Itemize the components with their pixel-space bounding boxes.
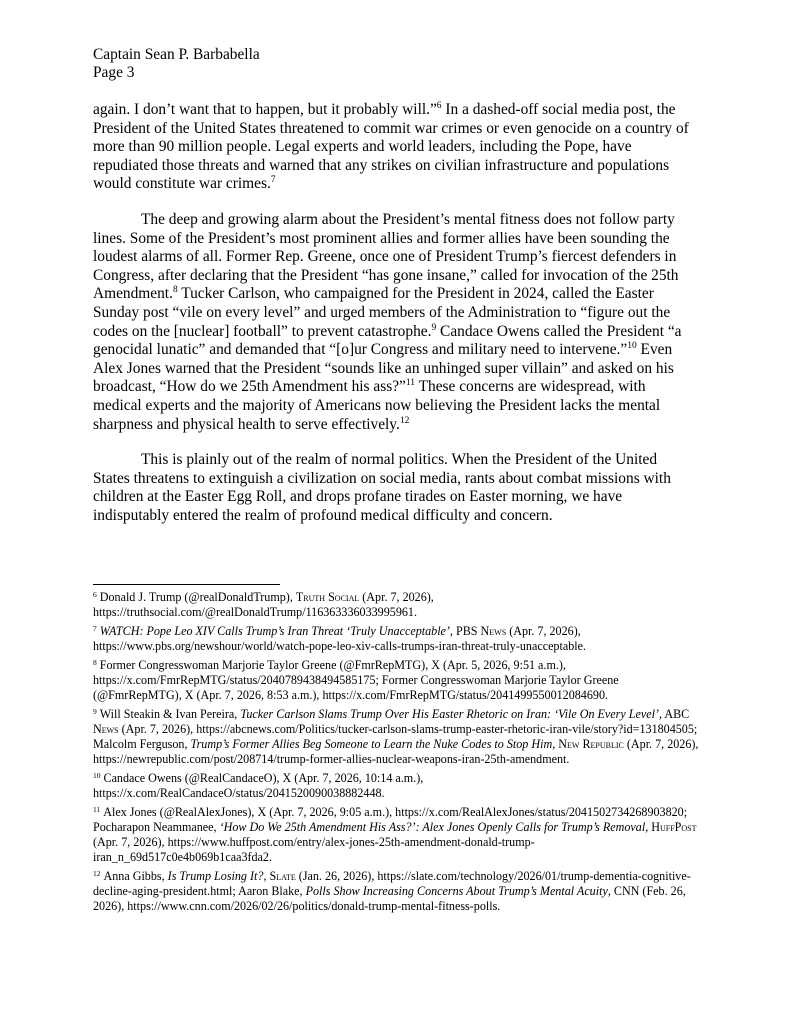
text-run: In a dashed-off social media post, the President of the United States threatened to commit war crimes or even genocide on a country of more than 90 million people. Legal experts and world leaders, including the Pope, have repudiated those threats and warned that any strikes on civilian infrastructure and populations would constitute war crimes. — [93, 101, 689, 193]
body-paragraph — [93, 211, 696, 434]
text-run: , ABC — [658, 707, 690, 721]
text-run: These concerns are widespread, with medical experts and the majority of Americans now believing the President lacks the mental sharpness and physical health to serve effectively. — [93, 378, 661, 433]
footnote — [93, 590, 703, 620]
text-run: , PBS — [449, 624, 481, 638]
text-run: (Apr. 7, 2026), https://newrepublic.com/post/208714/trump-former-allies-nuclear-weapons-iran-25th-amendment. — [93, 737, 699, 766]
text-run: The deep and growing alarm about the President’s mental fitness does not follow party lines. Some of the President’s most prominent allies and former allies have been sounding the loudest alarms of all. Former Rep. Greene, once one of President Trump’s fiercest defenders in Congress, after declaring that the President “has gone insane,” called for invocation of the 25th Amendment. — [93, 210, 679, 303]
footnote-number: 12 — [93, 869, 101, 878]
publication-name: News — [93, 722, 119, 736]
body-paragraph — [93, 451, 696, 525]
text-run: (Jan. 26, 2026), https://slate.com/technology/2026/01/trump-dementia-cognitive-decline-aging-president.html; Aaron Blake, — [93, 869, 691, 898]
text-run: Anna Gibbs, — [103, 869, 168, 883]
text-run: This is plainly out of the realm of normal politics. When the President of the United States threatens to extinguish a civilization on social media, rants about combat missions with children at the Easter Egg Roll, and drops profane tirades on Easter morning, we have indisputably entered the realm of profound medical difficulty and concern. — [93, 451, 671, 524]
footnote — [93, 869, 703, 914]
text-run: Candace Owens (@RealCandaceO), X (Apr. 7, 2026, 10:14 a.m.), https://x.com/RealCandaceO/status/2041520090038882448. — [93, 771, 424, 800]
body-paragraph — [93, 101, 696, 194]
text-run: Alex Jones (@RealAlexJones), X (Apr. 7, 2026, 9:05 a.m.), https://x.com/RealAlexJones/status/2041502734268903820; Pocharapon Neammanee, — [93, 805, 688, 834]
footnote-number: 11 — [93, 805, 101, 814]
text-run: , — [645, 820, 652, 834]
footnote-number: 10 — [93, 771, 101, 780]
footnote — [93, 805, 703, 865]
italic-title: Is Trump Losing It? — [167, 869, 264, 883]
text-run: Candace Owens called the President “a genocidal lunatic” and demanded that “[o]ur Congress and military need to intervene.” — [93, 322, 682, 359]
publication-name: News — [480, 624, 507, 638]
footnote — [93, 707, 703, 767]
recipient-name: Captain Sean P. Barbabella — [93, 46, 260, 63]
text-run: Even Alex Jones warned that the President “sounds like an unhinged super villain” and asked on his broadcast, “How do we 25th Amendment his ass?” — [93, 341, 674, 396]
text-run: Donald J. Trump (@realDonaldTrump), — [99, 590, 296, 604]
footnote-number: 7 — [93, 624, 97, 633]
text-run: Former Congresswoman Marjorie Taylor Greene (@FmrRepMTG), X (Apr. 5, 2026, 9:51 a.m.), https://x.com/FmrRepMTG/status/2040789438494585175; Former Congresswoman Marjorie Taylor Greene (@FmrRepMTG), X (Apr. 7, 2026, 8:53 a.m.), https://x.com/FmrRepMTG/status/2041499550012084690. — [93, 658, 619, 702]
text-run: (Apr. 7, 2026), https://truthsocial.com/@realDonaldTrump/116363336033995961. — [93, 590, 434, 619]
footnote-ref: 10 — [627, 341, 637, 352]
footnote-number: 8 — [93, 658, 97, 667]
footnote — [93, 658, 703, 703]
footnotes — [93, 590, 703, 918]
text-run: (Apr. 7, 2026), https://www.huffpost.com/entry/alex-jones-25th-amendment-donald-trump-iran_n_69d517c0e4b069b1caa3fda2. — [93, 835, 535, 864]
footnote-ref: 9 — [431, 322, 437, 333]
footnote-ref: 11 — [405, 378, 416, 389]
footnote — [93, 771, 703, 801]
text-run: (Apr. 7, 2026), https://www.pbs.org/newshour/world/watch-pope-leo-xiv-calls-trumps-iran-threat-truly-unacceptable. — [93, 624, 587, 653]
footnote-ref: 7 — [270, 175, 276, 186]
text-run: , CNN (Feb. 26, 2026), https://www.cnn.com/2026/02/26/politics/donald-trump-mental-fitness-polls. — [93, 884, 686, 913]
footnote-ref: 12 — [399, 415, 410, 426]
italic-title: ‘How Do We 25th Amendment His Ass?’: Alex Jones Openly Calls for Trump’s Removal — [219, 820, 646, 834]
publication-name: HuffPost — [651, 820, 697, 834]
footnote — [93, 624, 703, 654]
italic-title: Trump’s Former Allies Beg Someone to Learn the Nuke Codes to Stop Him — [190, 737, 553, 751]
publication-name: New Republic — [558, 737, 624, 751]
footnote-ref: 8 — [172, 285, 178, 296]
footnote-number: 6 — [93, 590, 97, 599]
letter-body — [93, 101, 696, 542]
publication-name: Truth Social — [295, 590, 360, 604]
text-run: again. I don’t want that to happen, but it probably will.” — [93, 101, 437, 118]
page-number: Page 3 — [93, 64, 135, 81]
publication-name: Slate — [269, 869, 296, 883]
text-run: (Apr. 7, 2026), https://abcnews.com/Politics/tucker-carlson-slams-trump-easter-rhetoric-iran-vile/story?id=131804505; Malcolm Ferguson, — [93, 722, 698, 751]
letter-header — [93, 46, 260, 82]
footnote-ref: 6 — [436, 101, 442, 111]
italic-title: Tucker Carlson Slams Trump Over His Easter Rhetoric on Iran: ‘Vile On Every Level’ — [240, 707, 659, 721]
footnote-number: 9 — [93, 707, 97, 716]
text-run: Tucker Carlson, who campaigned for the President in 2024, called the Easter Sunday post “vile on every level” and urged members of the Administration to “figure out the codes on the [nuclear] football” to prevent catastrophe. — [93, 285, 671, 340]
footnote-separator — [93, 584, 280, 585]
text-run: , — [263, 869, 270, 883]
text-run: Will Steakin & Ivan Pereira, — [99, 707, 241, 721]
text-run: , — [552, 737, 559, 751]
italic-title: Polls Show Increasing Concerns About Trump’s Mental Acuity — [305, 884, 608, 898]
italic-title: WATCH: Pope Leo XIV Calls Trump’s Iran Threat ‘Truly Unacceptable’ — [99, 624, 450, 638]
